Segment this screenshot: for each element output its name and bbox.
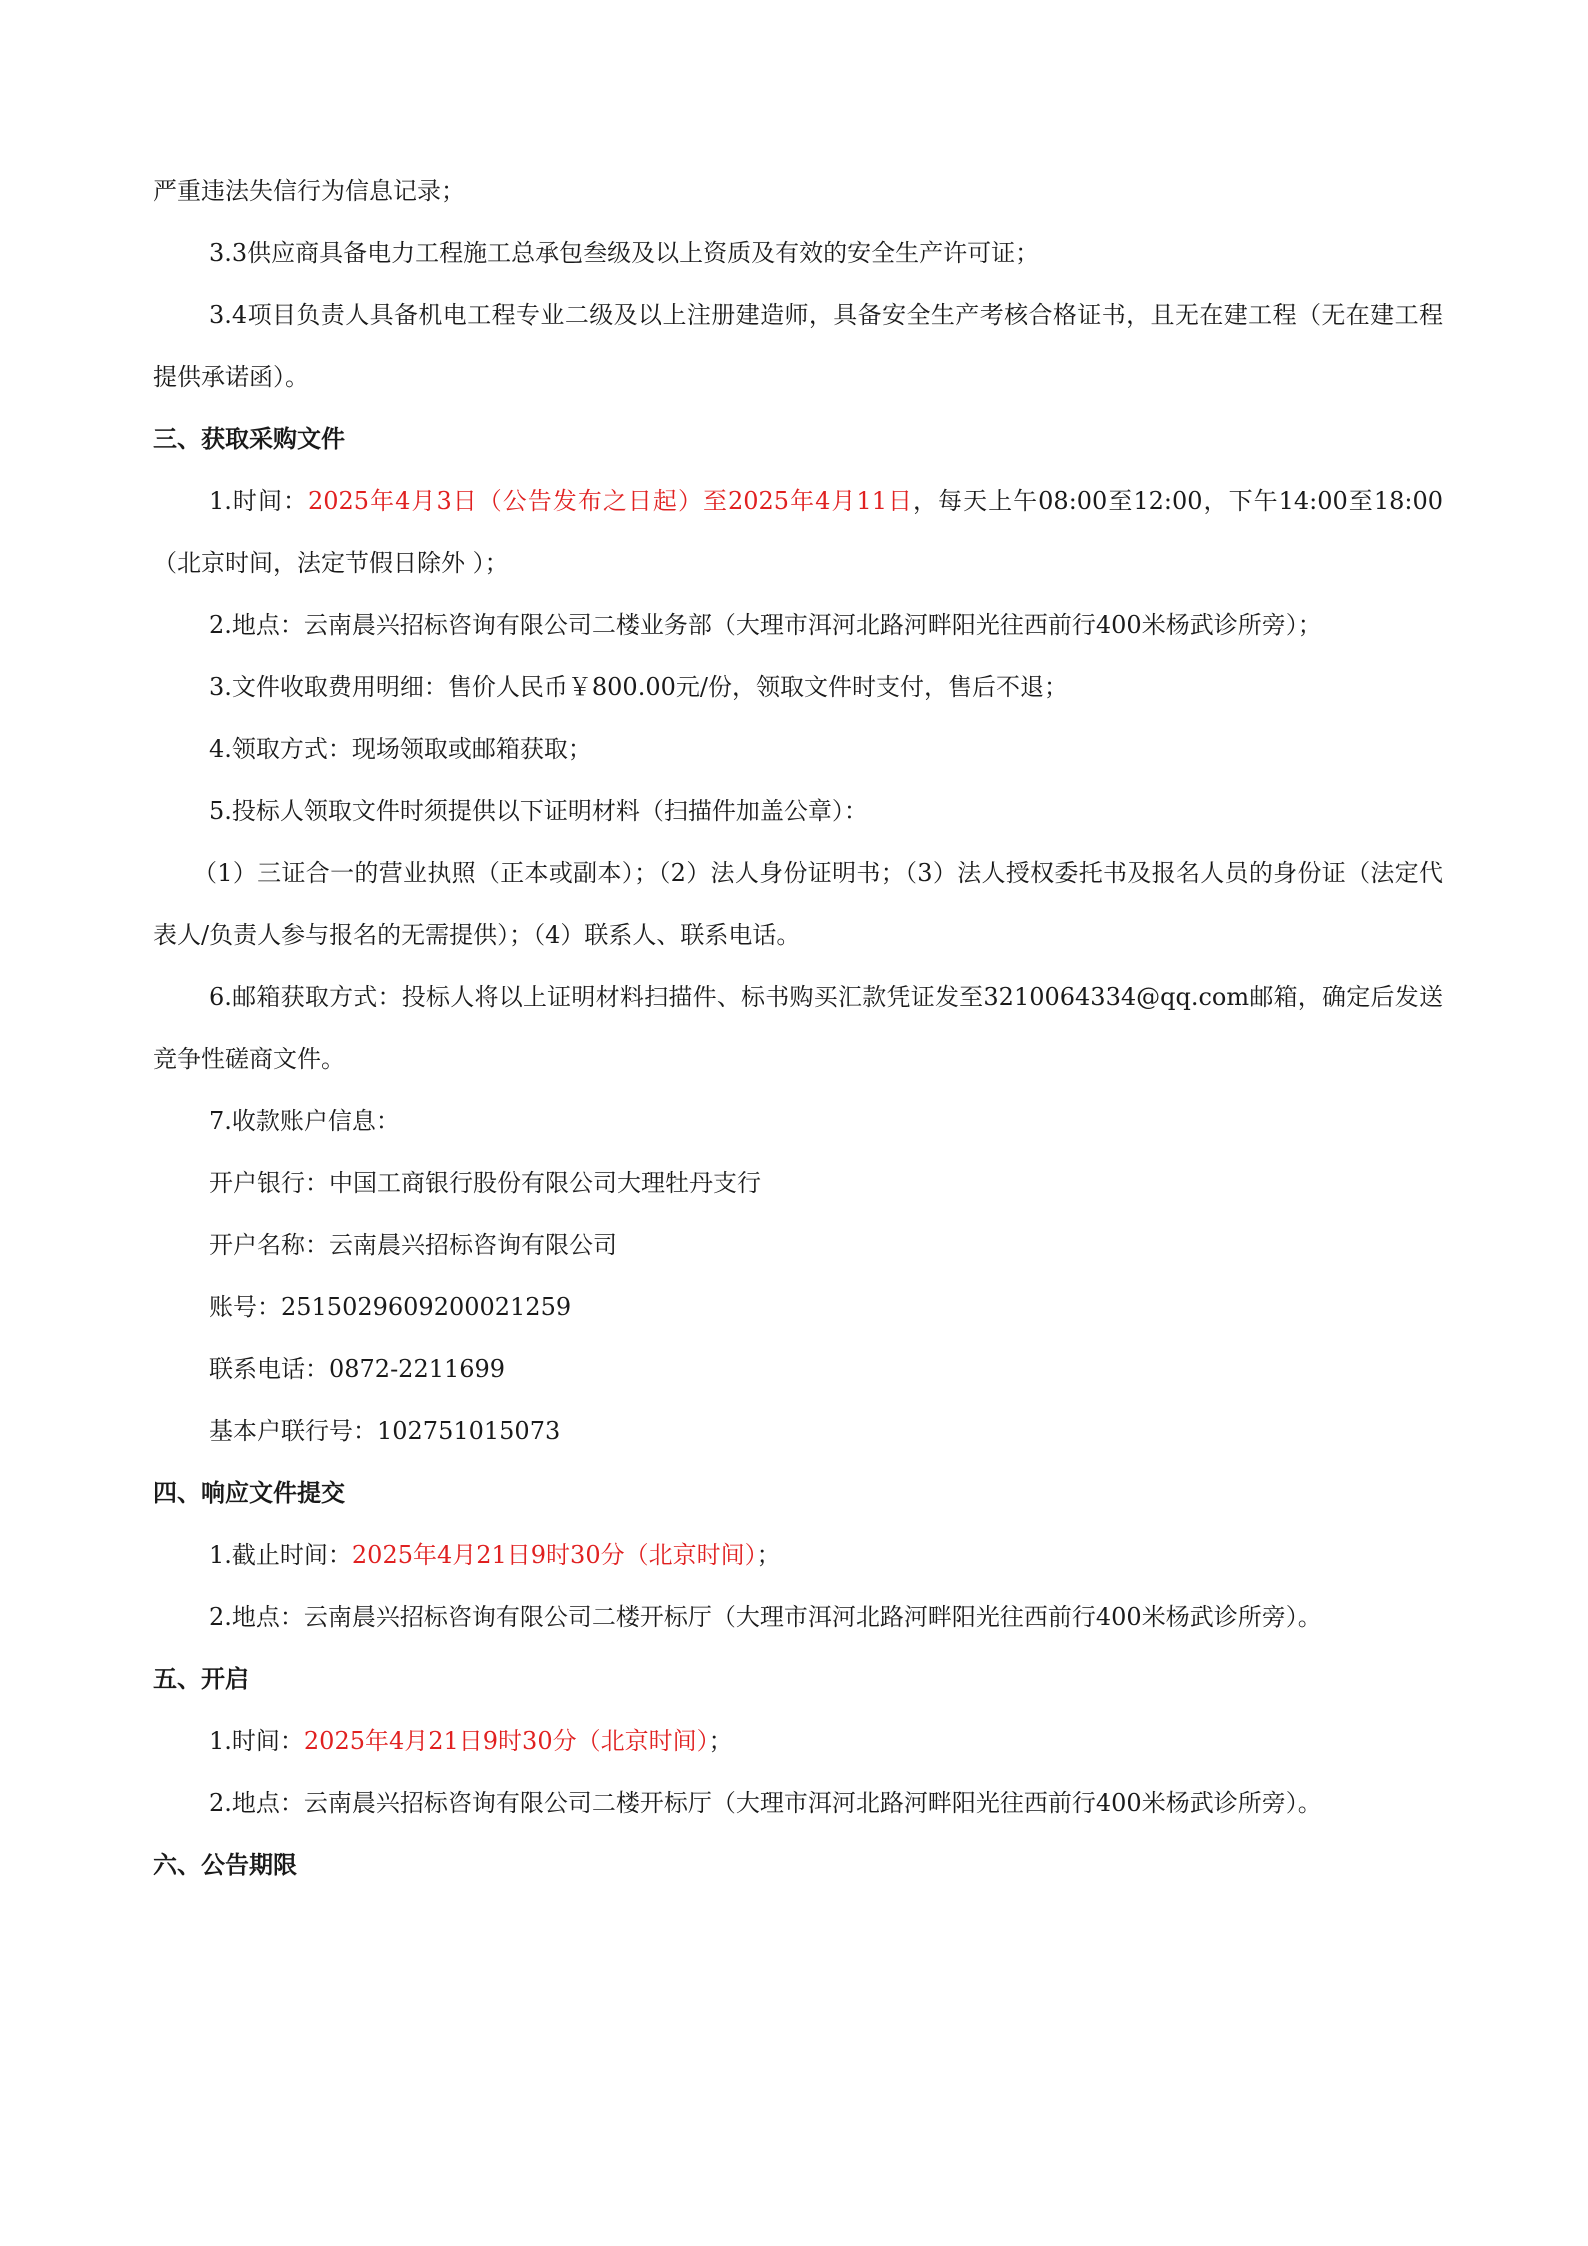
- bank-code: 基本户联行号：102751015073: [209, 1417, 561, 1445]
- section-heading: 六、公告期限: [153, 1850, 297, 1879]
- paragraph: 3.文件收取费用明细：售价人民币￥800.00元/份，领取文件时支付，售后不退；: [209, 673, 1068, 701]
- section-heading: 五、开启: [153, 1664, 249, 1693]
- label-text: 1.时间：: [209, 1727, 304, 1755]
- paragraph: 5.投标人领取文件时须提供以下证明材料（扫描件加盖公章）：: [209, 797, 868, 825]
- body-text: ，每天上午08:00至12:00，下午14:00至18:00（北京时间，法定节假日除外 ）；: [153, 487, 1443, 577]
- section-heading: 四、响应文件提交: [153, 1478, 345, 1507]
- paragraph: 6.邮箱获取方式：投标人将以上证明材料扫描件、标书购买汇款凭证发至3210064334@qq.com邮箱，确定后发送竞争性磋商文件。: [153, 983, 1443, 1073]
- bank-name: 开户银行：中国工商银行股份有限公司大理牡丹支行: [209, 1169, 761, 1197]
- body-text: ；: [708, 1727, 733, 1755]
- label-text: 1.时间：: [209, 487, 308, 515]
- highlighted-date: 2025年4月21日9时30分（北京时间）: [303, 1727, 709, 1755]
- paragraph: 2.地点：云南晨兴招标咨询有限公司二楼开标厅（大理市洱河北路河畔阳光往西前行400米杨武诊所旁）。: [209, 1789, 1322, 1817]
- paragraph: 3.3供应商具备电力工程施工总承包叁级及以上资质及有效的安全生产许可证；: [209, 239, 1040, 267]
- section-heading: 三、获取采购文件: [153, 424, 345, 453]
- highlighted-date: 2025年4月21日9时30分（北京时间）: [351, 1541, 757, 1569]
- document-body: [153, 160, 1443, 1896]
- paragraph: 2.地点：云南晨兴招标咨询有限公司二楼业务部（大理市洱河北路河畔阳光往西前行400米杨武诊所旁）；: [209, 611, 1322, 639]
- account-name: 开户名称：云南晨兴招标咨询有限公司: [209, 1231, 617, 1259]
- body-text: ；: [756, 1541, 781, 1569]
- highlighted-date: 2025年4月3日（公告发布之日起）至2025年4月11日: [308, 487, 914, 515]
- paragraph: [153, 1710, 1443, 1772]
- paragraph: [153, 1524, 1443, 1586]
- paragraph: 3.4项目负责人具备机电工程专业二级及以上注册建造师，具备安全生产考核合格证书，且无在建工程（无在建工程提供承诺函）。: [153, 301, 1443, 391]
- paragraph: 2.地点：云南晨兴招标咨询有限公司二楼开标厅（大理市洱河北路河畔阳光往西前行400米杨武诊所旁）。: [209, 1603, 1322, 1631]
- account-number: 账号：2515029609200021259: [209, 1293, 572, 1321]
- label-text: 1.截止时间：: [209, 1541, 352, 1569]
- contact-phone: 联系电话：0872-2211699: [209, 1355, 506, 1383]
- paragraph: （1）三证合一的营业执照（正本或副本）；（2）法人身份证明书；（3）法人授权委托书及报名人员的身份证（法定代表人/负责人参与报名的无需提供）；（4）联系人、联系电话。: [153, 859, 1443, 949]
- paragraph: 4.领取方式：现场领取或邮箱获取；: [209, 735, 592, 763]
- paragraph: 7.收款账户信息：: [209, 1107, 400, 1135]
- paragraph: 严重违法失信行为信息记录；: [153, 177, 465, 205]
- paragraph: [153, 470, 1443, 594]
